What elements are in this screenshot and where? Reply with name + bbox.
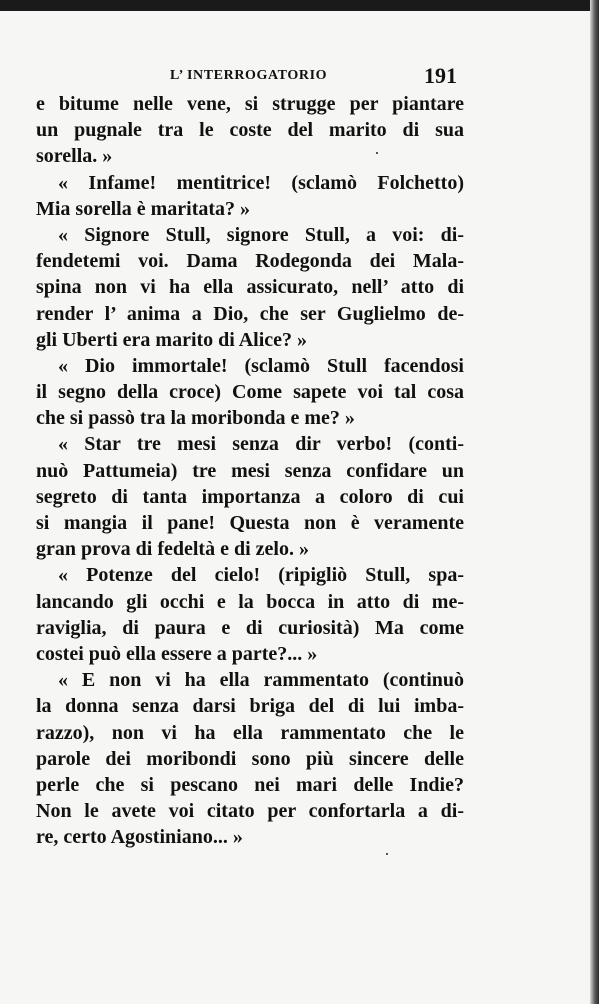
text-line: un pugnale tra le coste del marito di sua — [36, 119, 464, 142]
text-line: che si passò tra la moribonda e me? » — [36, 407, 355, 430]
text-line: segreto di tanta importanza a coloro di cui — [36, 485, 464, 508]
text-line: « Star tre mesi senza dir verbo! (conti- — [58, 433, 464, 456]
body-text — [36, 91, 464, 850]
text-line: Mia sorella è maritata? » — [36, 197, 251, 220]
text-line: nuò Pattumeia) tre mesi senza confidare un — [36, 459, 464, 482]
text-line: « E non vi ha ella rammentato (continuò — [58, 669, 464, 692]
text-line: lancando gli occhi e la bocca in atto di me- — [36, 590, 464, 613]
text-line: sorella. » — [36, 145, 113, 168]
scan-speck — [386, 853, 388, 855]
text-line: si mangia il pane! Questa non è veramente — [36, 512, 464, 534]
text-line: spina non vi ha ella assicurato, nell’ atto di — [36, 276, 464, 299]
text-line: « Infame! mentitrice! (sclamò Folchetto) — [58, 171, 464, 194]
text-line: costei può ella essere a parte?... » — [36, 642, 318, 665]
text-line: render l’ anima a Dio, che ser Guglielmo de- — [36, 302, 464, 325]
scan-border-right — [590, 0, 599, 1004]
text-line: il segno della croce) Come sapete voi tal cosa — [36, 381, 464, 404]
page-number: 191 — [424, 63, 457, 88]
scan-border-top — [0, 0, 599, 11]
scan-speck — [376, 152, 378, 154]
text-line: gli Uberti era marito di Alice? » — [36, 328, 308, 351]
text-line: raviglia, di paura e di curiosità) Ma come — [36, 616, 464, 639]
text-line: perle che si pescano nei mari delle Indie? — [36, 773, 464, 796]
text-line: « Potenze del cielo! (ripigliò Stull, spa- — [58, 564, 464, 587]
text-line: Non le avete voi citato per confortarla a di- — [36, 800, 464, 823]
running-head: L’ INTERROGATORIO — [170, 68, 328, 83]
text-line: razzo), non vi ha ella rammentato che le — [36, 721, 464, 744]
text-line: gran prova di fedeltà e di zelo. » — [36, 538, 309, 561]
text-line: la donna senza darsi briga del di lui imba- — [36, 695, 464, 718]
text-line: parole dei moribondi sono più sincere delle — [36, 747, 464, 770]
text-line: fendetemi voi. Dama Rodegonda dei Mala- — [36, 250, 464, 273]
text-line: « Signore Stull, signore Stull, a voi: di- — [58, 223, 464, 246]
text-line: e bitume nelle vene, si strugge per piantare — [36, 93, 464, 115]
text-line: re, certo Agostiniano... » — [36, 826, 243, 849]
page-header — [0, 62, 599, 92]
text-line: « Dio immortale! (sclamò Stull facendosi — [58, 354, 464, 377]
